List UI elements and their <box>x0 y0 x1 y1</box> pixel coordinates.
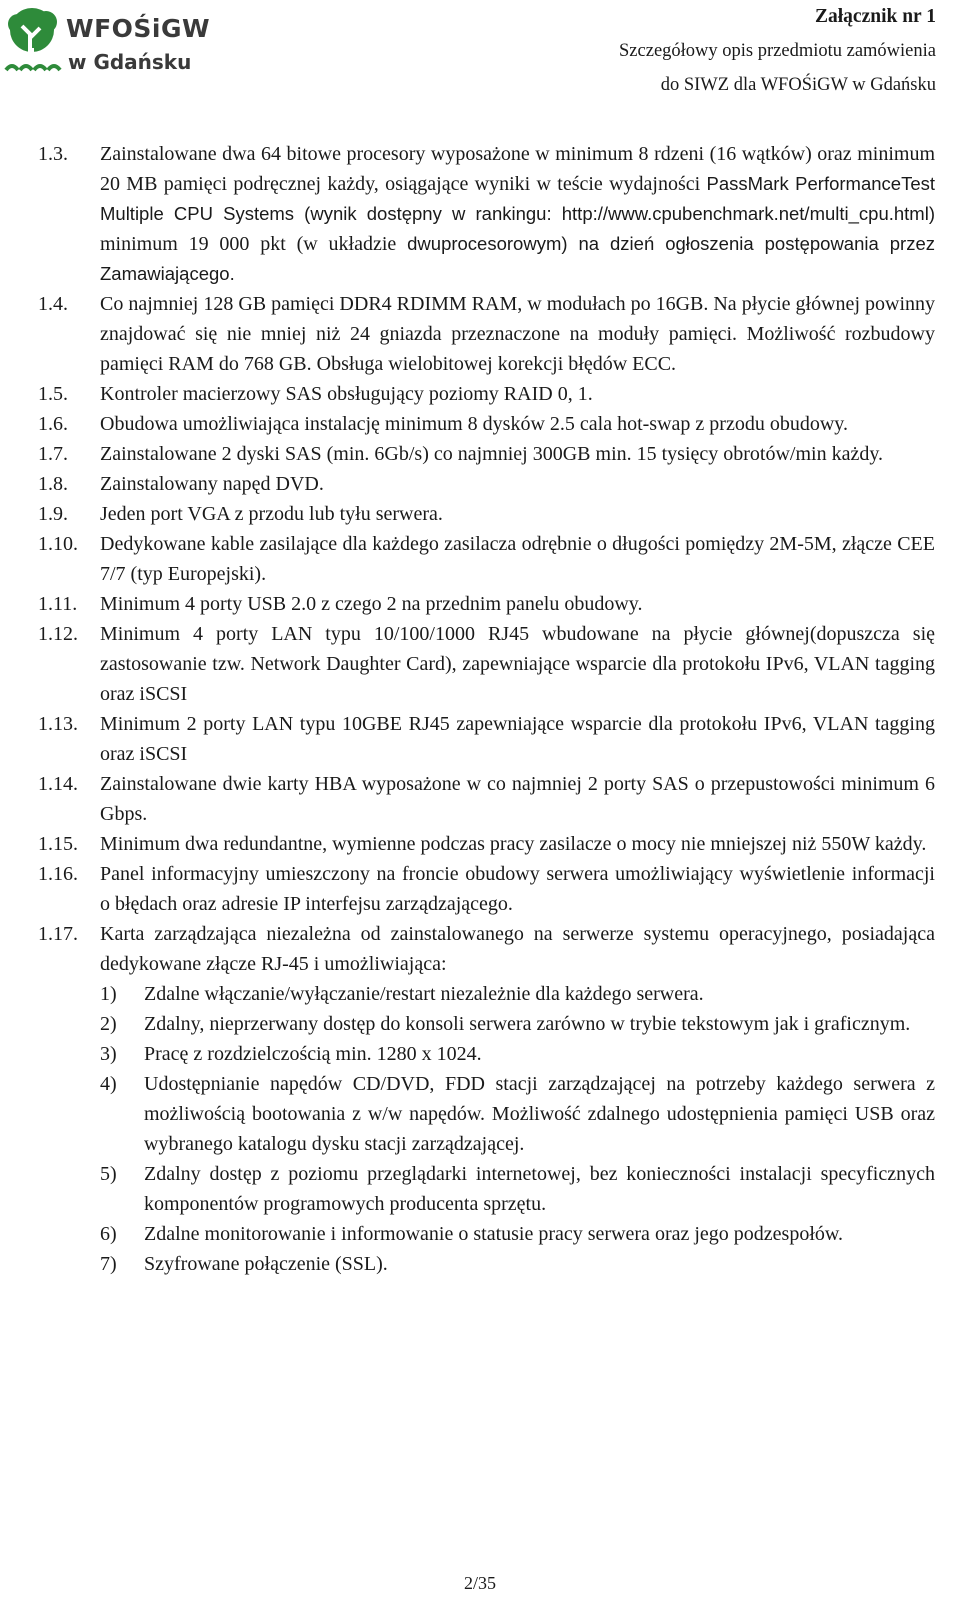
item-number: 1.9. <box>38 503 68 525</box>
item-number: 1.8. <box>38 473 68 495</box>
list-item <box>38 439 935 469</box>
sub-item-number: 6) <box>100 1223 117 1245</box>
item-text: Zainstalowany napęd DVD. <box>100 473 324 495</box>
sub-item-text: Zdalne monitorowanie i informowanie o statusie pracy serwera oraz jego podzespołów. <box>144 1223 844 1245</box>
list-item <box>38 919 935 979</box>
list-item <box>38 499 935 529</box>
sub-item-text: Pracę z rozdzielczością min. 1280 x 1024. <box>144 1043 482 1065</box>
sub-item-text: Zdalny dostęp z poziomu przeglądarki internetowej, bez konieczności instalacji specyficznych komponentów programowych producenta sprzętu. <box>144 1163 935 1215</box>
item-number: 1.11. <box>38 593 78 615</box>
list-item <box>38 709 935 769</box>
item-number: 1.13. <box>38 713 78 735</box>
item-text: Dedykowane kable zasilające dla każdego zasilacza odrębnie o długości pomiędzy 2M-5M, złącze CEE 7/7 (typ Europejski). <box>100 533 935 585</box>
list-item <box>38 769 935 829</box>
list-item <box>38 469 935 499</box>
item-number: 1.3. <box>38 143 68 165</box>
sub-item-number: 7) <box>100 1253 117 1275</box>
sub-list-item <box>38 979 935 1009</box>
item-text: Minimum 4 porty LAN typu 10/100/1000 RJ45 wbudowane na płycie głównej(dopuszcza się zastosowanie tzw. Network Daughter Card), zapewniające wsparcie dla protokołu IPv6, VLAN tagging oraz iSCSI <box>100 623 935 705</box>
logo-title: WFOŚiGW <box>66 14 211 43</box>
item-number: 1.12. <box>38 623 78 645</box>
sub-list-item <box>38 1009 935 1039</box>
sub-item-text: Zdalne włączanie/wyłączanie/restart niezależnie dla każdego serwera. <box>144 983 704 1005</box>
item-text: Co najmniej 128 GB pamięci DDR4 RDIMM RAM, w modułach po 16GB. Na płycie głównej powinny znajdować się nie mniej niż 24 gniazda przeznaczone na moduły pamięci. Możliwość rozbudowy pamięci RAM do 768 GB. Obsługa wielobitowej korekcji błędów ECC. <box>100 293 935 375</box>
item-number: 1.4. <box>38 293 68 315</box>
sub-list-item <box>38 1219 935 1249</box>
sub-item-text: Szyfrowane połączenie (SSL). <box>144 1253 388 1275</box>
item-number: 1.5. <box>38 383 68 405</box>
item-text: Zainstalowane dwa 64 bitowe procesory wyposażone w minimum 8 rdzeni (16 wątków) oraz minimum 20 MB pamięci podręcznej każdy, osiągające wyniki w teście wydajności PassMark PerformanceTest Multiple CPU Systems (wynik dostępny w rankingu: http://www.cpubenchmark.net/multi_cpu.html) minimum 19 000 pkt (w układzie dwuprocesorowym) na dzień ogłoszenia postępowania przez Zamawiającego. <box>100 143 935 284</box>
sub-list-item <box>38 1069 935 1159</box>
header-line-2: Szczegółowy opis przedmiotu zamówienia <box>619 41 936 61</box>
item-number: 1.7. <box>38 443 68 465</box>
list-item <box>38 379 935 409</box>
logo-subtitle: w Gdańsku <box>68 50 192 74</box>
list-item <box>38 529 935 589</box>
requirements-list <box>38 139 935 1279</box>
item-number: 1.10. <box>38 533 78 555</box>
item-number: 1.15. <box>38 833 78 855</box>
list-item <box>38 289 935 379</box>
item-text: Obudowa umożliwiająca instalację minimum 8 dysków 2.5 cala hot-swap z przodu obudowy. <box>100 413 848 435</box>
item-text: Karta zarządzająca niezależna od zainstalowanego na serwerze systemu operacyjnego, posiadająca dedykowane złącze RJ-45 i umożliwiająca: <box>100 923 935 975</box>
sub-list-item <box>38 1039 935 1069</box>
item-text: Zainstalowane 2 dyski SAS (min. 6Gb/s) co najmniej 300GB min. 15 tysięcy obrotów/min każdy. <box>100 443 884 465</box>
list-item <box>38 139 935 289</box>
item-text: Kontroler macierzowy SAS obsługujący poziomy RAID 0, 1. <box>100 383 593 405</box>
item-number: 1.16. <box>38 863 78 885</box>
list-item <box>38 409 935 439</box>
tree-logo-icon <box>2 4 66 84</box>
item-text: Jeden port VGA z przodu lub tyłu serwera. <box>100 503 443 525</box>
item-text: Minimum dwa redundantne, wymienne podczas pracy zasilacze o mocy nie mniejszej niż 550W każdy. <box>100 833 927 855</box>
sub-item-number: 4) <box>100 1073 117 1095</box>
item-number: 1.17. <box>38 923 78 945</box>
wfosigw-logo <box>2 4 242 84</box>
list-item <box>38 619 935 709</box>
sub-list-item <box>38 1159 935 1219</box>
sub-item-number: 2) <box>100 1013 117 1035</box>
item-text: Panel informacyjny umieszczony na froncie obudowy serwera umożliwiający wyświetlenie informacji o błędach oraz adresie IP interfejsu zarządzającego. <box>100 863 935 915</box>
item-text: Zainstalowane dwie karty HBA wyposażone w co najmniej 2 porty SAS o przepustowości minimum 6 Gbps. <box>100 773 935 825</box>
sub-item-number: 5) <box>100 1163 117 1185</box>
sub-item-number: 1) <box>100 983 117 1005</box>
document-header <box>619 0 936 102</box>
item-number: 1.14. <box>38 773 78 795</box>
list-item <box>38 589 935 619</box>
header-line-3: do SIWZ dla WFOŚiGW w Gdańsku <box>660 75 936 95</box>
sub-list-item <box>38 1249 935 1279</box>
item-text: Minimum 4 porty USB 2.0 z czego 2 na przednim panelu obudowy. <box>100 593 643 615</box>
item-text: Minimum 2 porty LAN typu 10GBE RJ45 zapewniające wsparcie dla protokołu IPv6, VLAN tagging oraz iSCSI <box>100 713 935 765</box>
sub-item-text: Zdalny, nieprzerwany dostęp do konsoli serwera zarówno w trybie tekstowym jak i graficznym. <box>144 1013 911 1035</box>
list-item <box>38 829 935 859</box>
list-item <box>38 859 935 919</box>
page-number: 2/35 <box>463 1573 496 1593</box>
sub-item-number: 3) <box>100 1043 117 1065</box>
item-number: 1.6. <box>38 413 68 435</box>
sub-item-text: Udostępnianie napędów CD/DVD, FDD stacji zarządzającej na potrzeby każdego serwera z możliwością bootowania z w/w napędów. Możliwość zdalnego udostępnienia pamięci USB oraz wybranego katalogu dysku stacji zarządzającej. <box>144 1073 935 1155</box>
annex-label: Załącznik nr 1 <box>815 6 936 27</box>
